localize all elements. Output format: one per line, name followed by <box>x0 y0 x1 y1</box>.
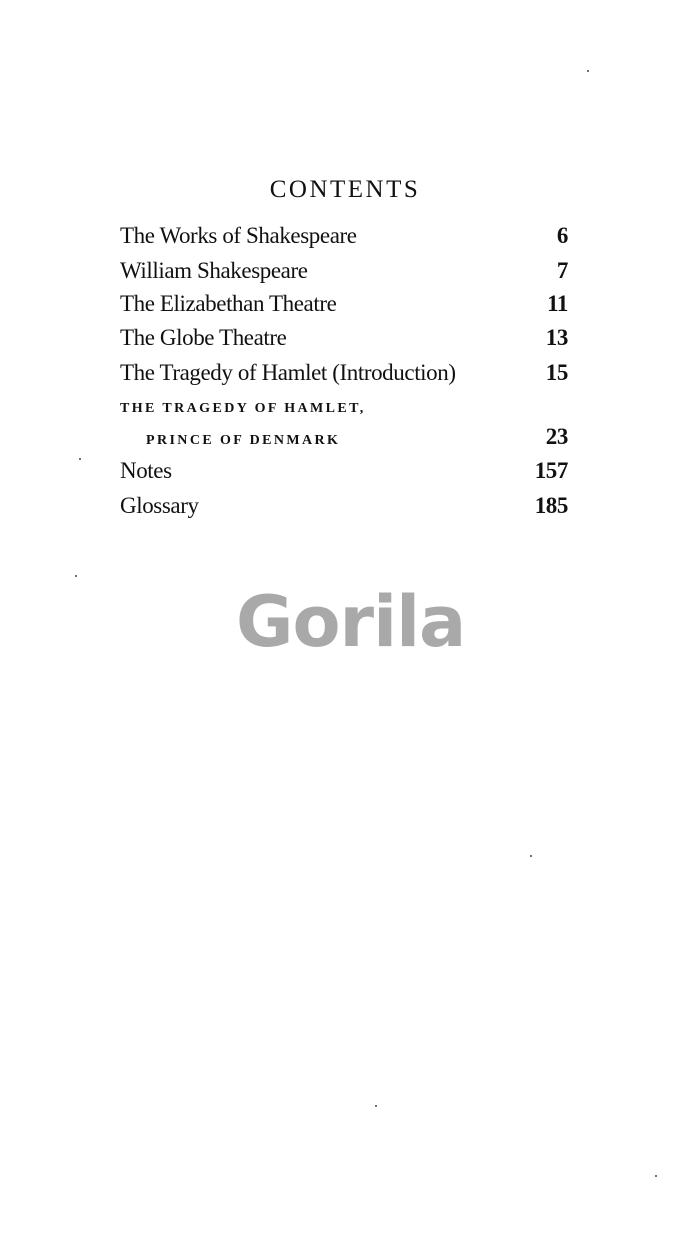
toc-entry-tragedy-line2 <box>120 423 568 455</box>
toc-entry-page: 15 <box>545 360 568 385</box>
toc-entry-page: 7 <box>556 258 568 283</box>
watermark-logo: Gorila <box>236 581 466 663</box>
toc-entry-page: 11 <box>547 291 568 316</box>
scan-speck <box>75 575 77 577</box>
toc-entry-title: The Globe Theatre <box>120 325 287 350</box>
toc-entry-works <box>120 222 568 250</box>
contents-heading: CONTENTS <box>269 176 421 203</box>
toc-entry-william <box>120 257 568 285</box>
toc-entry-glossary <box>120 492 568 520</box>
toc-entry-page: 23 <box>545 424 568 449</box>
toc-entry-page: 157 <box>534 458 568 483</box>
toc-entry-title: The Elizabethan Theatre <box>120 291 337 316</box>
toc-entry-title: The Tragedy of Hamlet (Introduction) <box>120 360 456 385</box>
toc-entry-title: William Shakespeare <box>120 258 308 283</box>
toc-entry-page: 13 <box>545 325 568 350</box>
scan-speck <box>530 855 532 857</box>
toc-entry-title: Glossary <box>120 493 199 518</box>
toc-entry-tragedy-line1 <box>120 395 568 423</box>
toc-entry-notes <box>120 457 568 485</box>
toc-entry-globe <box>120 324 568 352</box>
toc-entry-page: 185 <box>534 493 568 518</box>
toc-entry-title: Notes <box>120 458 172 483</box>
toc-entry-page: 6 <box>556 223 568 248</box>
scan-speck <box>655 1175 657 1177</box>
toc-entry-title: The Works of Shakespeare <box>120 223 357 248</box>
toc-entry-elizabethan <box>120 290 568 318</box>
toc-entry-introduction <box>120 359 568 387</box>
toc-entry-title: THE TRAGEDY OF HAMLET, <box>120 401 366 416</box>
toc-entry-title: PRINCE OF DENMARK <box>146 433 341 448</box>
scan-speck <box>375 1105 377 1107</box>
scan-speck <box>79 458 81 460</box>
scan-speck <box>587 70 589 72</box>
